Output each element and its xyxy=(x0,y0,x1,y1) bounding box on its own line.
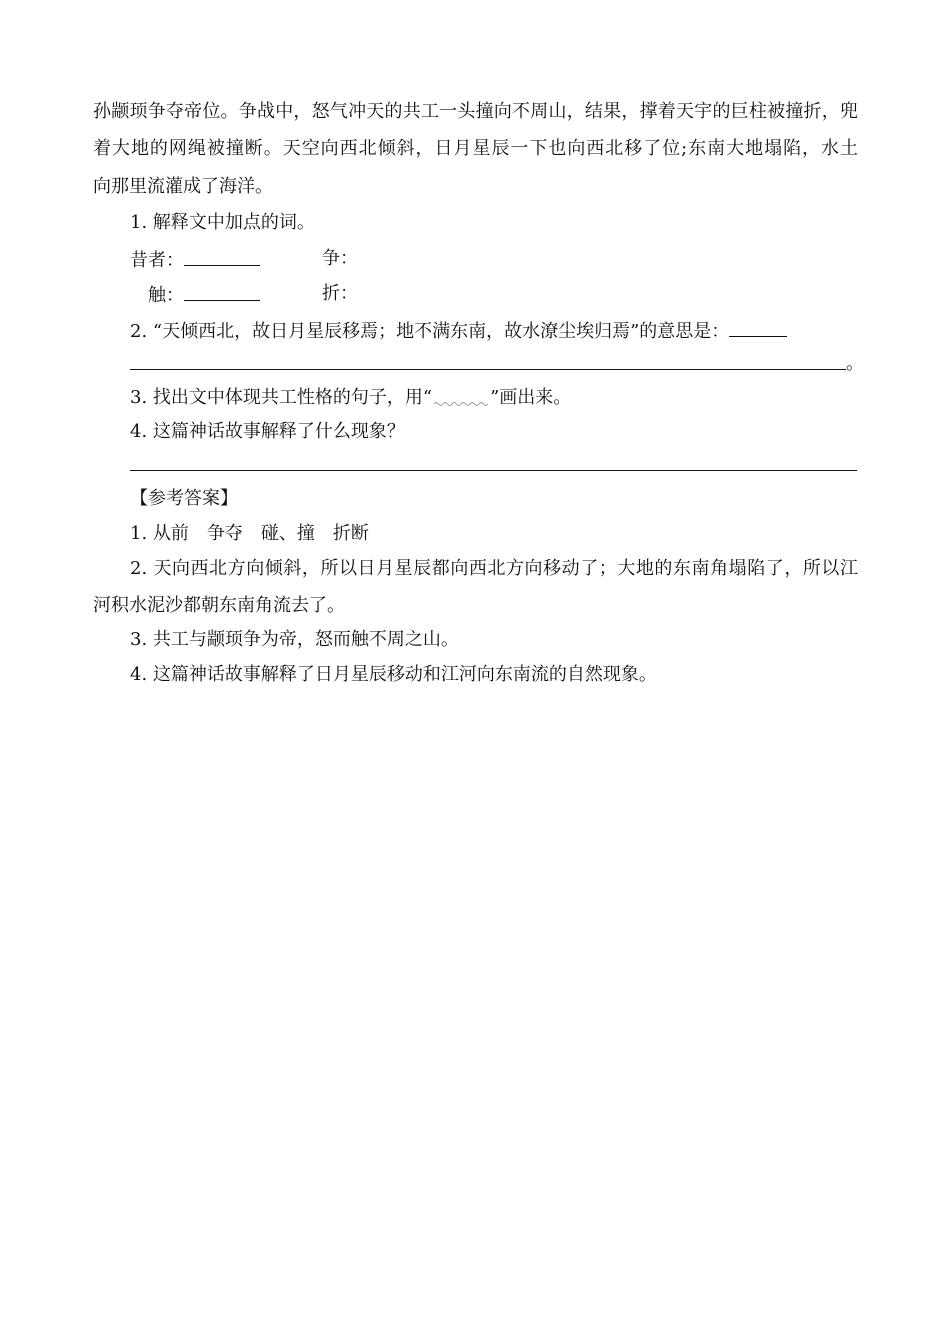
q1-row-2 xyxy=(148,282,260,308)
passage-line-1: 孙颛顼争夺帝位。争战中，怒气冲天的共工一头撞向不周山，结果，撑着天宇的巨柱被撞折，兜 xyxy=(93,101,858,122)
q1-answer-blank-1[interactable] xyxy=(184,247,260,266)
question-4: 4. 这篇神话故事解释了什么现象？ xyxy=(130,421,405,442)
q1-answer-blank-3[interactable] xyxy=(184,282,260,301)
q4-answer-line[interactable] xyxy=(130,470,857,471)
answer-1: 1. 从前 争夺 碰、撞 折断 xyxy=(130,523,369,544)
question-3-text-end: ”画出来。 xyxy=(490,387,572,408)
question-1: 1. 解释文中加点的词。 xyxy=(130,212,315,233)
q1-word-xizhe: 昔者： xyxy=(130,250,184,271)
q1-word-zhe: 折： xyxy=(322,283,358,304)
answer-2-line-2: 河积水泥沙都朝东南角流去了。 xyxy=(93,595,345,616)
passage-line-2: 着大地的网绳被撞断。天空向西北倾斜，日月星辰一下也向西北移了位;东南大地塌陷，水土 xyxy=(93,138,858,159)
q1-row-1 xyxy=(130,247,260,273)
question-3-text-start: 3. 找出文中体现共工性格的句子，用“ xyxy=(130,387,433,408)
q2-answer-blank-start[interactable] xyxy=(729,318,787,337)
question-3 xyxy=(130,385,571,410)
question-2-text: 2. “天倾西北，故日月星辰移焉；地不满东南，故水潦尘埃归焉”的意思是： xyxy=(130,321,730,342)
answer-3: 3. 共工与颛顼争为帝，怒而触不周之山。 xyxy=(130,629,459,650)
q2-answer-line[interactable] xyxy=(130,369,846,370)
answer-4: 4. 这篇神话故事解释了日月星辰移动和江河向东南流的自然现象。 xyxy=(130,664,657,685)
q1-word-zheng: 争： xyxy=(322,248,358,269)
wavy-underline-icon xyxy=(432,385,490,403)
question-2 xyxy=(130,318,787,344)
passage-line-3: 向那里流灌成了海洋。 xyxy=(93,176,273,197)
q1-word-chu: 触： xyxy=(148,285,184,306)
q2-end-period: 。 xyxy=(846,353,864,374)
answers-header: 【参考答案】 xyxy=(130,488,238,509)
answer-2-line-1: 2. 天向西北方向倾斜，所以日月星辰都向西北方向移动了；大地的东南角塌陷了，所以江 xyxy=(130,558,858,579)
